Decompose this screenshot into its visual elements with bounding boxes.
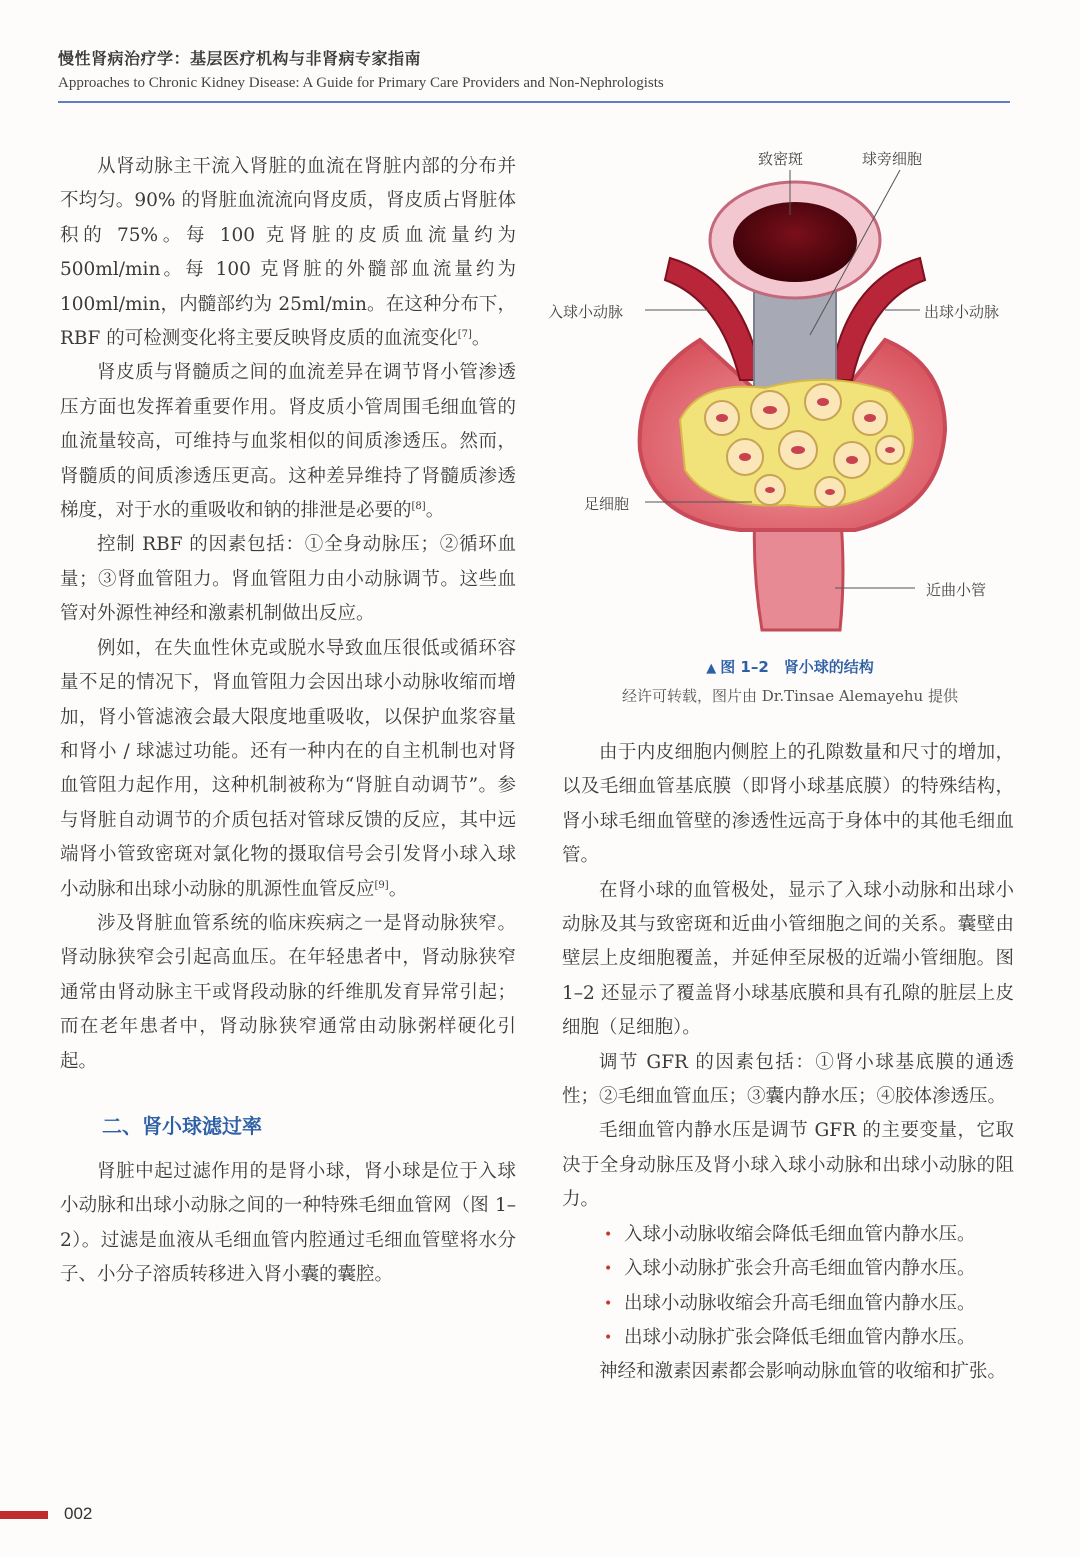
reference[interactable]: [7] — [457, 328, 472, 340]
label-afferent-arteriole: 入球小动脉 — [548, 303, 624, 321]
paragraph: 神经和激素因素都会影响动脉血管的收缩和扩张。 — [599, 1361, 1007, 1383]
page-header — [58, 46, 1010, 92]
label-efferent-arteriole: 出球小动脉 — [924, 303, 1000, 321]
paragraph: 涉及肾脏血管系统的临床疾病之一是肾动脉狭窄。肾动脉狭窄会引起高血压。在年轻患者中，肾动脉狭窄通常由肾动脉主干或肾段动脉的纤维肌发育异常引起；而在老年患者中，肾动脉狭窄通常由动脉粥样硬化引起。 — [60, 912, 516, 1072]
right-column — [562, 736, 1014, 1390]
figure-caption — [560, 656, 1020, 706]
left-column — [60, 150, 516, 1293]
caption-title: ▲ 图 1–2 肾小球的结构 — [706, 658, 874, 676]
label-proximal-tubule: 近曲小管 — [926, 581, 987, 599]
header-rule — [58, 101, 1010, 103]
paragraph: 例如，在失血性休克或脱水导致血压很低或循环容量不足的情况下，肾血管阻力会因出球小动脉收缩而增加，肾小管滤液会最大限度地重吸收，以保护血浆容量和肾小 / 球滤过功能。还有一种内在的自主机制也对肾血管阻力起作用，这种机制被称为“肾脏自动调节”。参与肾脏自动调节的介质包括对管球反馈的反应，其中远端肾小管致密斑对氯化物的摄取信号会引发肾小球入球小动脉和出球小动脉的肌源性血管反应[9]。 — [60, 637, 516, 900]
bullet-icon: • — [604, 1226, 613, 1243]
list-item: • 出球小动脉收缩会升高毛细血管内静水压。 — [604, 1287, 1014, 1321]
reference[interactable]: [8] — [411, 500, 426, 512]
paragraph: 调节 GFR 的因素包括：①肾小球基底膜的通透性；②毛细血管血压；③囊内静水压；④胶体渗透压。 — [562, 1051, 1014, 1108]
header-title-en: Approaches to Chronic Kidney Disease: A Guide for Primary Care Providers and Non-Nephrologists — [58, 75, 664, 91]
label-macula-densa: 致密斑 — [758, 150, 804, 168]
section-title: 二、肾小球滤过率 — [102, 1113, 262, 1138]
bullet-icon: • — [604, 1329, 613, 1346]
caption-credit: 经许可转载，图片由 Dr.Tinsae Alemayehu 提供 — [622, 687, 958, 705]
triangle-icon: ▲ — [706, 661, 717, 676]
page-number: 002 — [64, 1504, 93, 1523]
paragraph: 由于内皮细胞内侧腔上的孔隙数量和尺寸的增加，以及毛细血管基底膜（即肾小球基底膜）的特殊结构，肾小球毛细血管壁的渗透性远高于身体中的其他毛细血管。 — [562, 742, 1014, 867]
paragraph: 控制 RBF 的因素包括：①全身动脉压；②循环血量；③肾血管阻力。肾血管阻力由小动脉调节。这些血管对外源性神经和激素机制做出反应。 — [60, 534, 516, 625]
list-item: • 入球小动脉扩张会升高毛细血管内静水压。 — [604, 1252, 1014, 1286]
paragraph: 从肾动脉主干流入肾脏的血流在肾脏内部的分布并不均匀。90% 的肾脏血流流向肾皮质，肾皮质占肾脏体积的 75%。每 100 克肾脏的皮质血流量约为 500ml/min。每 100 克肾脏的外髓部血流量约为 100ml/min，内髓部约为 25ml/min。在这种分布下，RBF 的可检测变化将主要反映肾皮质的血流变化[7]。 — [60, 156, 516, 350]
glomerulus-figure — [540, 130, 1020, 710]
glomerulus-illustration — [540, 130, 1020, 650]
reference[interactable]: [9] — [374, 879, 389, 891]
bullet-list — [562, 1218, 1014, 1356]
list-item: • 出球小动脉扩张会降低毛细血管内静水压。 — [604, 1321, 1014, 1355]
paragraph: 肾皮质与肾髓质之间的血流差异在调节肾小管渗透压方面也发挥着重要作用。肾皮质小管周围毛细血管的血流量较高，可维持与血浆相似的间质渗透压。然而，肾髓质的间质渗透压更高。这种差异维持了肾髓质渗透梯度，对于水的重吸收和钠的排泄是必要的[8]。 — [60, 362, 516, 522]
paragraph: 肾脏中起过滤作用的是肾小球，肾小球是位于入球小动脉和出球小动脉之间的一种特殊毛细血管网（图 1–2）。过滤是血液从毛细血管内腔通过毛细血管壁将水分子、小分子溶质转移进入肾小囊的囊腔。 — [60, 1160, 516, 1286]
label-podocyte: 足细胞 — [584, 495, 630, 513]
list-item: • 入球小动脉收缩会降低毛细血管内静水压。 — [604, 1218, 1014, 1252]
bullet-icon: • — [604, 1295, 613, 1312]
label-juxtaglomerular-cells: 球旁细胞 — [862, 150, 923, 168]
header-title-cn: 慢性肾病治疗学：基层医疗机构与非肾病专家指南 — [58, 49, 422, 68]
bullet-icon: • — [604, 1261, 613, 1278]
paragraph: 毛细血管内静水压是调节 GFR 的主要变量，它取决于全身动脉压及肾小球入球小动脉和出球小动脉的阻力。 — [562, 1120, 1014, 1211]
paragraph: 在肾小球的血管极处，显示了入球小动脉和出球小动脉及其与致密斑和近曲小管细胞之间的关系。囊壁由壁层上皮细胞覆盖，并延伸至尿极的近端小管细胞。图 1–2 还显示了覆盖肾小球基底膜和具有孔隙的脏层上皮细胞（足细胞）。 — [562, 879, 1014, 1039]
footer-accent-bar — [0, 1511, 48, 1519]
